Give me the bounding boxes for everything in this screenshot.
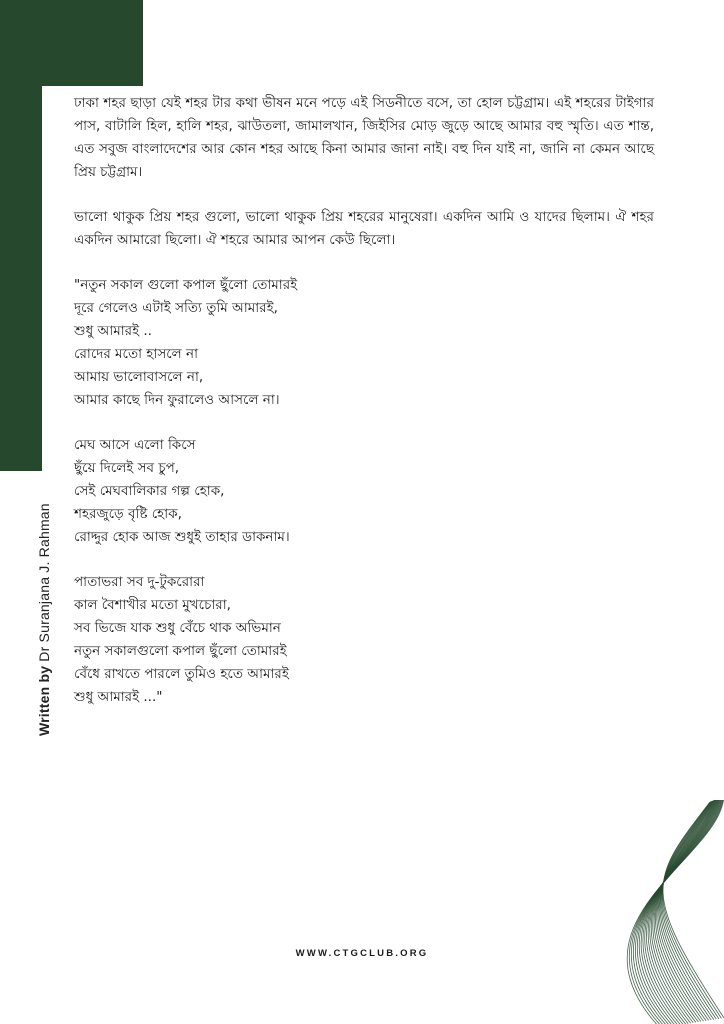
paragraph-intro: ঢাকা শহর ছাড়া যেই শহর টার কথা ভীষন মনে পড়ে এই সিডনীতে বসে, তা হোল চট্টগ্রাম। এই শহরের টাইগার পাস, বাটালি হিল, হালি শহর, ঝাউতলা, জামালখান, জিইসির মোড় জুড়ে আছে আমার বহু স্মৃতি। এত শান্ত, এত সবুজ বাংলাদেশের আর কোন শহর আছে কিনা আমার জানা নাই। বহু দিন যাই না, জানি না কেমন আছে প্রিয় চট্টগ্রাম। — [74, 95, 654, 180]
top-left-green-block — [0, 0, 143, 86]
footer-website: WWW.CTGCLUB.ORG — [295, 948, 429, 959]
poem-line: সেই মেঘবালিকার গল্প হোক, — [74, 483, 225, 499]
article-body — [74, 92, 654, 731]
poem-line: বেঁধে রাখতে পারলে তুমিও হতে আমারই — [74, 666, 289, 682]
poem-line: পাতাভরা সব দু-টুকরোরা — [74, 574, 205, 590]
author-name: Dr Suranjana J. Rahman — [36, 503, 52, 662]
wave-line — [627, 800, 724, 1024]
poem-line: শহরজুড়ে বৃষ্টি হোক, — [74, 506, 182, 522]
poem-line: শুধু আমারই .. — [74, 323, 152, 339]
poem-line: আমায় ভালোবাসলে না, — [74, 369, 204, 385]
paragraph-wishes: ভালো থাকুক প্রিয় শহর গুলো, ভালো থাকুক প্রিয় শহরের মানুষেরা। একদিন আমি ও যাদের ছিলাম। ঐ শহর একদিন আমারো ছিলো। ঐ শহরে আমার আপন কেউ ছিলো। — [74, 209, 654, 248]
poem-stanza-2 — [74, 434, 654, 549]
poem-line: শুধু আমারই ..." — [74, 689, 163, 705]
poem-line: মেঘ আসে এলো কিসে — [74, 437, 196, 453]
poem-stanza-1 — [74, 274, 654, 412]
poem-line: সব ভিজে যাক শুধু বেঁচে থাক অভিমান — [74, 620, 281, 636]
poem-line: রোদের মতো হাসলে না — [74, 346, 198, 362]
poem-line: রোদ্দুর হোক আজ শুধুই তাহার ডাকনাম। — [74, 529, 290, 545]
written-by-label: Written by — [36, 665, 52, 736]
poem-line: "নতুন সকাল গুলো কপাল ছুঁলো তোমারই — [74, 277, 298, 293]
poem-line: ছুঁয়ে দিলেই সব চুপ, — [74, 460, 180, 476]
poem-line: কাল বৈশাখীর মতো মুখচোরা, — [74, 597, 231, 613]
author-credit — [36, 503, 52, 736]
decorative-wave-lines — [570, 800, 724, 1024]
poem-line: নতুন সকালগুলো কপাল ছুঁলো তোমারই — [74, 643, 287, 659]
left-green-strip — [0, 86, 42, 471]
poem-line: দূরে গেলেও এটাই সত্যি তুমি আমারই, — [74, 300, 278, 316]
poem-line: আমার কাছে দিন ফুরালেও আসলে না। — [74, 392, 280, 408]
poem-stanza-3 — [74, 571, 654, 709]
